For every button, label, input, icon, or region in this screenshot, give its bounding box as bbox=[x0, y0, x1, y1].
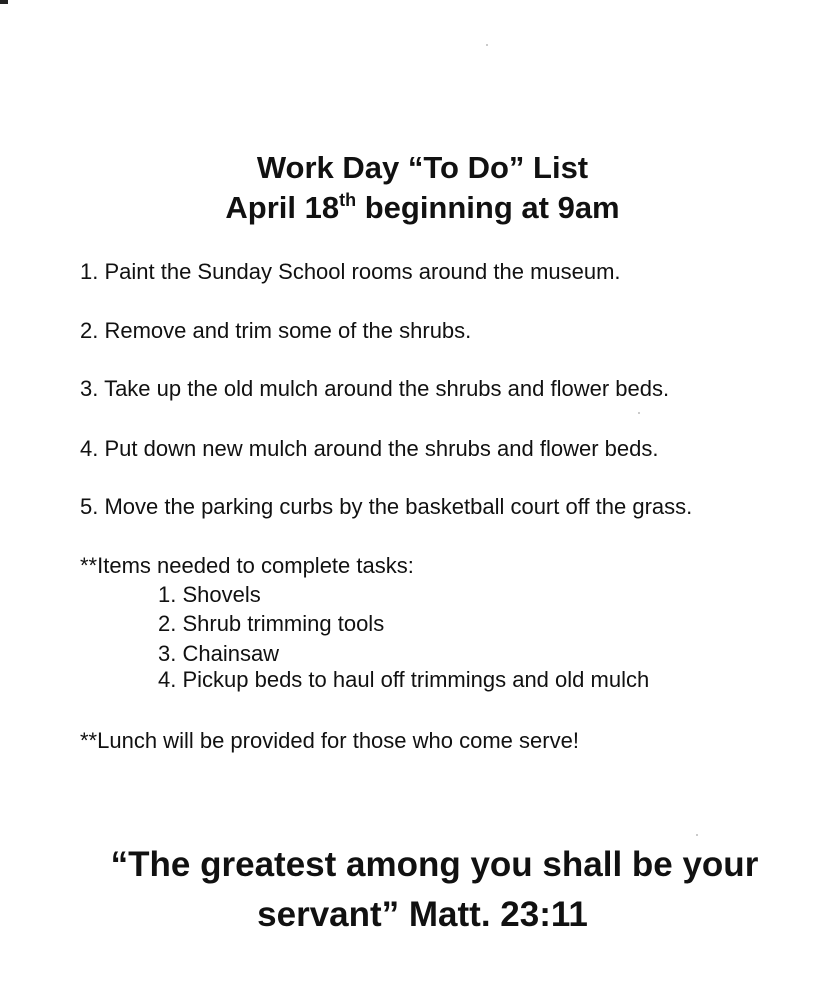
subtitle-ordinal-suffix: th bbox=[339, 190, 357, 210]
needed-item-1: 1. Shovels bbox=[158, 582, 261, 607]
scan-speck bbox=[696, 834, 698, 836]
scripture-quote-line-1: “The greatest among you shall be your bbox=[110, 845, 759, 884]
needed-item-2: 2. Shrub trimming tools bbox=[158, 611, 385, 636]
scripture-quote-line-2: servant” Matt. 23:11 bbox=[257, 895, 588, 934]
scan-speck bbox=[638, 412, 640, 414]
task-item-5: 5. Move the parking curbs by the basketball court off the grass. bbox=[80, 494, 693, 519]
task-item-2: 2. Remove and trim some of the shrubs. bbox=[80, 318, 472, 343]
page-title: Work Day “To Do” List bbox=[256, 150, 589, 185]
task-item-4: 4. Put down new mulch around the shrubs and flower beds. bbox=[80, 436, 659, 461]
needed-item-4: 4. Pickup beds to haul off trimmings and old mulch bbox=[158, 667, 650, 692]
subtitle-time: beginning at 9am bbox=[356, 190, 620, 225]
page-subtitle bbox=[8, 188, 829, 232]
task-item-1: 1. Paint the Sunday School rooms around the museum. bbox=[80, 259, 621, 284]
items-needed-heading: **Items needed to complete tasks: bbox=[80, 553, 414, 578]
lunch-note: **Lunch will be provided for those who come serve! bbox=[80, 728, 579, 753]
subtitle-date: April 18 bbox=[225, 190, 340, 225]
task-item-3: 3. Take up the old mulch around the shrubs and flower beds. bbox=[80, 376, 670, 401]
scan-corner-mark bbox=[0, 0, 8, 4]
scan-speck bbox=[486, 44, 488, 46]
needed-item-3: 3. Chainsaw bbox=[158, 641, 280, 666]
